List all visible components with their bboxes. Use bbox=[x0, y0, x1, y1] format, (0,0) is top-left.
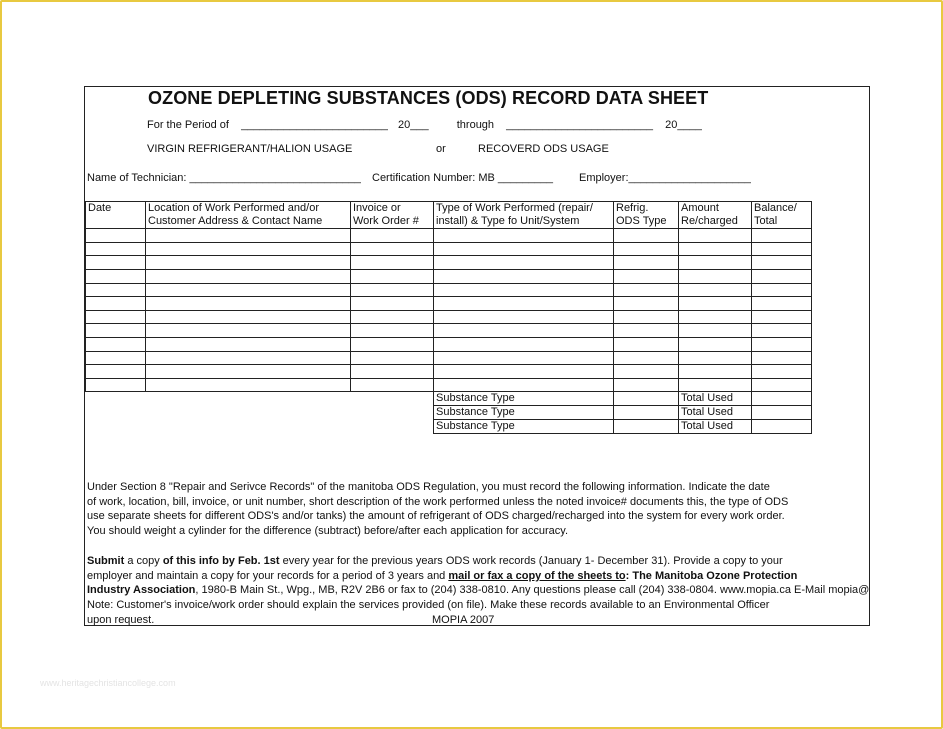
submit-bold: Submit bbox=[87, 555, 125, 567]
table-cell[interactable] bbox=[86, 310, 146, 324]
table-cell[interactable] bbox=[679, 337, 752, 351]
table-cell[interactable] bbox=[146, 337, 351, 351]
total-used-label[interactable]: Total Used bbox=[679, 420, 752, 434]
table-cell[interactable] bbox=[86, 283, 146, 297]
table-cell bbox=[86, 406, 146, 420]
column-header: Re/charged bbox=[679, 215, 752, 229]
total-used-label[interactable]: Total Used bbox=[679, 406, 752, 420]
table-cell[interactable] bbox=[146, 283, 351, 297]
table-cell[interactable] bbox=[614, 310, 679, 324]
summary-row bbox=[86, 392, 812, 406]
table-cell[interactable] bbox=[351, 229, 434, 243]
footer-mopia: MOPIA 2007 bbox=[432, 613, 495, 626]
column-header: Location of Work Performed and/or bbox=[146, 202, 351, 216]
column-header: Work Order # bbox=[351, 215, 434, 229]
section8-line: of work, location, bill, invoice, or unit number, short description of the work performed unless the noted invoice# documents this, the type of ODS bbox=[87, 495, 789, 508]
table-row bbox=[86, 269, 812, 283]
table-header-row bbox=[86, 215, 812, 229]
table-cell[interactable] bbox=[434, 351, 614, 365]
table-cell[interactable] bbox=[146, 297, 351, 311]
table-cell[interactable] bbox=[146, 378, 351, 392]
submit-line-3 bbox=[87, 583, 869, 598]
table-cell[interactable] bbox=[679, 310, 752, 324]
table-cell[interactable] bbox=[434, 378, 614, 392]
table-cell[interactable] bbox=[679, 256, 752, 270]
record-sheet bbox=[84, 86, 870, 626]
column-header: Refrig. bbox=[614, 202, 679, 216]
table-cell[interactable] bbox=[679, 378, 752, 392]
table-row bbox=[86, 378, 812, 392]
table-cell[interactable] bbox=[351, 283, 434, 297]
submit-org-2: Industry Association bbox=[87, 584, 196, 597]
table-cell[interactable] bbox=[614, 378, 679, 392]
table-row bbox=[86, 324, 812, 338]
submit-contact: , 1980-B Main St., Wpg., MB, R2V 2B6 or fax to (204) 338-0810. Any questions please call (204) 338-0804. www.mopia.ca E-Mail mopia@ bbox=[195, 584, 870, 597]
submit-line-1 bbox=[87, 554, 869, 569]
submit-org: : The Manitoba Ozone Protection bbox=[625, 569, 798, 582]
column-header: install) & Type fo Unit/System bbox=[434, 215, 614, 229]
table-cell bbox=[351, 420, 434, 434]
table-cell[interactable] bbox=[752, 256, 812, 270]
records-table bbox=[85, 201, 812, 434]
usage-virgin: VIRGIN REFRIGERANT/HALION USAGE bbox=[147, 143, 353, 155]
table-cell[interactable] bbox=[351, 378, 434, 392]
table-cell[interactable] bbox=[679, 269, 752, 283]
table-cell[interactable] bbox=[752, 420, 812, 434]
substance-type-label[interactable]: Substance Type bbox=[434, 392, 614, 406]
table-cell[interactable] bbox=[614, 242, 679, 256]
substance-type-label[interactable]: Substance Type bbox=[434, 420, 614, 434]
table-cell[interactable] bbox=[752, 406, 812, 420]
table-row bbox=[86, 229, 812, 243]
table-cell[interactable] bbox=[86, 351, 146, 365]
table-row bbox=[86, 337, 812, 351]
column-header: Amount bbox=[679, 202, 752, 216]
table-cell[interactable] bbox=[434, 365, 614, 379]
period-through: through bbox=[456, 119, 495, 131]
table-cell[interactable] bbox=[752, 337, 812, 351]
table-cell[interactable] bbox=[434, 337, 614, 351]
table-cell[interactable] bbox=[679, 351, 752, 365]
column-header: Customer Address & Contact Name bbox=[146, 215, 351, 229]
submit-line-4: Note: Customer's invoice/work order should explain the services provided (on file). Make these records available to an Environmental Officer bbox=[87, 599, 770, 612]
table-cell[interactable] bbox=[146, 365, 351, 379]
column-header: Balance/ bbox=[752, 202, 812, 216]
table-row bbox=[86, 256, 812, 270]
period-line bbox=[147, 119, 702, 131]
table-cell[interactable] bbox=[752, 351, 812, 365]
table-cell[interactable] bbox=[679, 283, 752, 297]
table-cell[interactable] bbox=[614, 256, 679, 270]
period-year-start[interactable]: 20___ bbox=[398, 119, 429, 131]
column-header: Total bbox=[752, 215, 812, 229]
table-cell[interactable] bbox=[434, 256, 614, 270]
column-header: Type of Work Performed (repair/ bbox=[434, 202, 614, 216]
total-used-label[interactable]: Total Used bbox=[679, 392, 752, 406]
table-row bbox=[86, 310, 812, 324]
table-row bbox=[86, 365, 812, 379]
table-row bbox=[86, 351, 812, 365]
table-cell[interactable] bbox=[434, 269, 614, 283]
table-cell bbox=[351, 392, 434, 406]
table-cell[interactable] bbox=[752, 324, 812, 338]
column-header: Invoice or bbox=[351, 202, 434, 216]
section8-line: You should weight a cylinder for the difference (subtract) before/after each application for accuracy. bbox=[87, 525, 569, 538]
table-cell[interactable] bbox=[86, 242, 146, 256]
certification-field[interactable]: Certification Number: MB _________ bbox=[372, 172, 553, 184]
table-cell[interactable] bbox=[351, 297, 434, 311]
table-cell[interactable] bbox=[351, 256, 434, 270]
table-cell[interactable] bbox=[351, 242, 434, 256]
table-cell bbox=[351, 406, 434, 420]
period-start-blank[interactable]: ________________________ bbox=[241, 119, 388, 131]
substance-type-label[interactable]: Substance Type bbox=[434, 406, 614, 420]
table-cell[interactable] bbox=[614, 365, 679, 379]
table-cell[interactable] bbox=[351, 351, 434, 365]
table-cell bbox=[146, 420, 351, 434]
table-cell[interactable] bbox=[434, 324, 614, 338]
table-cell[interactable] bbox=[614, 283, 679, 297]
column-header: Date bbox=[86, 202, 146, 216]
table-cell[interactable] bbox=[614, 269, 679, 283]
page-title: OZONE DEPLETING SUBSTANCES (ODS) RECORD DATA SHEET bbox=[148, 88, 709, 108]
table-cell[interactable] bbox=[752, 297, 812, 311]
table-cell bbox=[146, 406, 351, 420]
table-cell[interactable] bbox=[434, 283, 614, 297]
table-cell[interactable] bbox=[351, 365, 434, 379]
section8-line: use separate sheets for different ODS's and/or tanks) the amount of refrigerant of ODS charged/recharged into the system for every work order. bbox=[87, 510, 785, 523]
table-cell[interactable] bbox=[614, 324, 679, 338]
submit-deadline: of this info by Feb. 1st bbox=[162, 555, 280, 567]
table-cell[interactable] bbox=[86, 365, 146, 379]
technician-field[interactable]: Name of Technician: ____________________________ bbox=[87, 172, 361, 184]
table-row bbox=[86, 297, 812, 311]
table-cell[interactable] bbox=[679, 242, 752, 256]
table-cell[interactable] bbox=[614, 420, 679, 434]
table-cell[interactable] bbox=[146, 310, 351, 324]
table-cell bbox=[86, 392, 146, 406]
table-cell[interactable] bbox=[146, 229, 351, 243]
employer-field[interactable]: Employer:____________________ bbox=[579, 172, 751, 184]
table-cell[interactable] bbox=[752, 378, 812, 392]
period-year-end[interactable]: 20____ bbox=[665, 119, 702, 131]
table-cell[interactable] bbox=[146, 242, 351, 256]
table-cell[interactable] bbox=[614, 351, 679, 365]
watermark: www.heritagechristiancollege.com bbox=[40, 678, 176, 688]
table-cell[interactable] bbox=[86, 269, 146, 283]
table-row bbox=[86, 242, 812, 256]
table-cell[interactable] bbox=[86, 229, 146, 243]
table-cell[interactable] bbox=[752, 365, 812, 379]
submit-line-5 bbox=[87, 613, 869, 628]
table-cell[interactable] bbox=[679, 365, 752, 379]
submit-text-b: every year for the previous years ODS work records (January 1- December 31). Provide a copy to your bbox=[279, 555, 783, 567]
period-end-blank[interactable]: ________________________ bbox=[506, 119, 653, 131]
table-cell[interactable] bbox=[679, 229, 752, 243]
table-cell[interactable] bbox=[614, 406, 679, 420]
summary-row bbox=[86, 420, 812, 434]
table-cell[interactable] bbox=[434, 242, 614, 256]
column-header bbox=[86, 215, 146, 229]
table-cell[interactable] bbox=[86, 324, 146, 338]
table-cell[interactable] bbox=[351, 310, 434, 324]
table-cell bbox=[146, 392, 351, 406]
table-cell[interactable] bbox=[351, 269, 434, 283]
table-cell[interactable] bbox=[752, 269, 812, 283]
table-cell[interactable] bbox=[351, 337, 434, 351]
usage-or: or bbox=[436, 143, 446, 155]
column-header: ODS Type bbox=[614, 215, 679, 229]
submit-line-2 bbox=[87, 569, 869, 584]
table-cell[interactable] bbox=[614, 297, 679, 311]
table-cell[interactable] bbox=[434, 310, 614, 324]
table-cell[interactable] bbox=[86, 256, 146, 270]
table-cell[interactable] bbox=[679, 324, 752, 338]
table-cell bbox=[86, 420, 146, 434]
table-cell[interactable] bbox=[614, 229, 679, 243]
table-row bbox=[86, 283, 812, 297]
submit-mail-fax: mail or fax a copy of the sheets to bbox=[448, 569, 626, 582]
table-cell[interactable] bbox=[752, 310, 812, 324]
table-header-row bbox=[86, 202, 812, 216]
section8-text bbox=[87, 480, 788, 539]
submit-upon-request: upon request. bbox=[87, 613, 155, 626]
table-cell[interactable] bbox=[146, 324, 351, 338]
table-cell[interactable] bbox=[752, 392, 812, 406]
table-cell[interactable] bbox=[752, 242, 812, 256]
table-cell[interactable] bbox=[752, 283, 812, 297]
section8-line: Under Section 8 "Repair and Serivce Records" of the manitoba ODS Regulation, you must record the following information. Indicate the date bbox=[87, 481, 770, 493]
table-cell[interactable] bbox=[614, 337, 679, 351]
table-cell[interactable] bbox=[146, 351, 351, 365]
table-cell[interactable] bbox=[86, 297, 146, 311]
table-cell[interactable] bbox=[679, 297, 752, 311]
table-cell[interactable] bbox=[86, 337, 146, 351]
submit-text bbox=[87, 554, 869, 628]
table-cell[interactable] bbox=[146, 256, 351, 270]
table-cell[interactable] bbox=[434, 297, 614, 311]
period-label: For the Period of bbox=[147, 119, 229, 131]
submit-text-c: employer and maintain a copy for your records for a period of 3 years and bbox=[87, 569, 449, 582]
usage-recovered: RECOVERD ODS USAGE bbox=[478, 143, 609, 155]
table-cell[interactable] bbox=[434, 229, 614, 243]
table-cell[interactable] bbox=[614, 392, 679, 406]
table-cell[interactable] bbox=[752, 229, 812, 243]
table-cell[interactable] bbox=[146, 269, 351, 283]
summary-row bbox=[86, 406, 812, 420]
submit-text-a: a copy bbox=[124, 555, 163, 567]
table-cell[interactable] bbox=[86, 378, 146, 392]
table-cell[interactable] bbox=[351, 324, 434, 338]
